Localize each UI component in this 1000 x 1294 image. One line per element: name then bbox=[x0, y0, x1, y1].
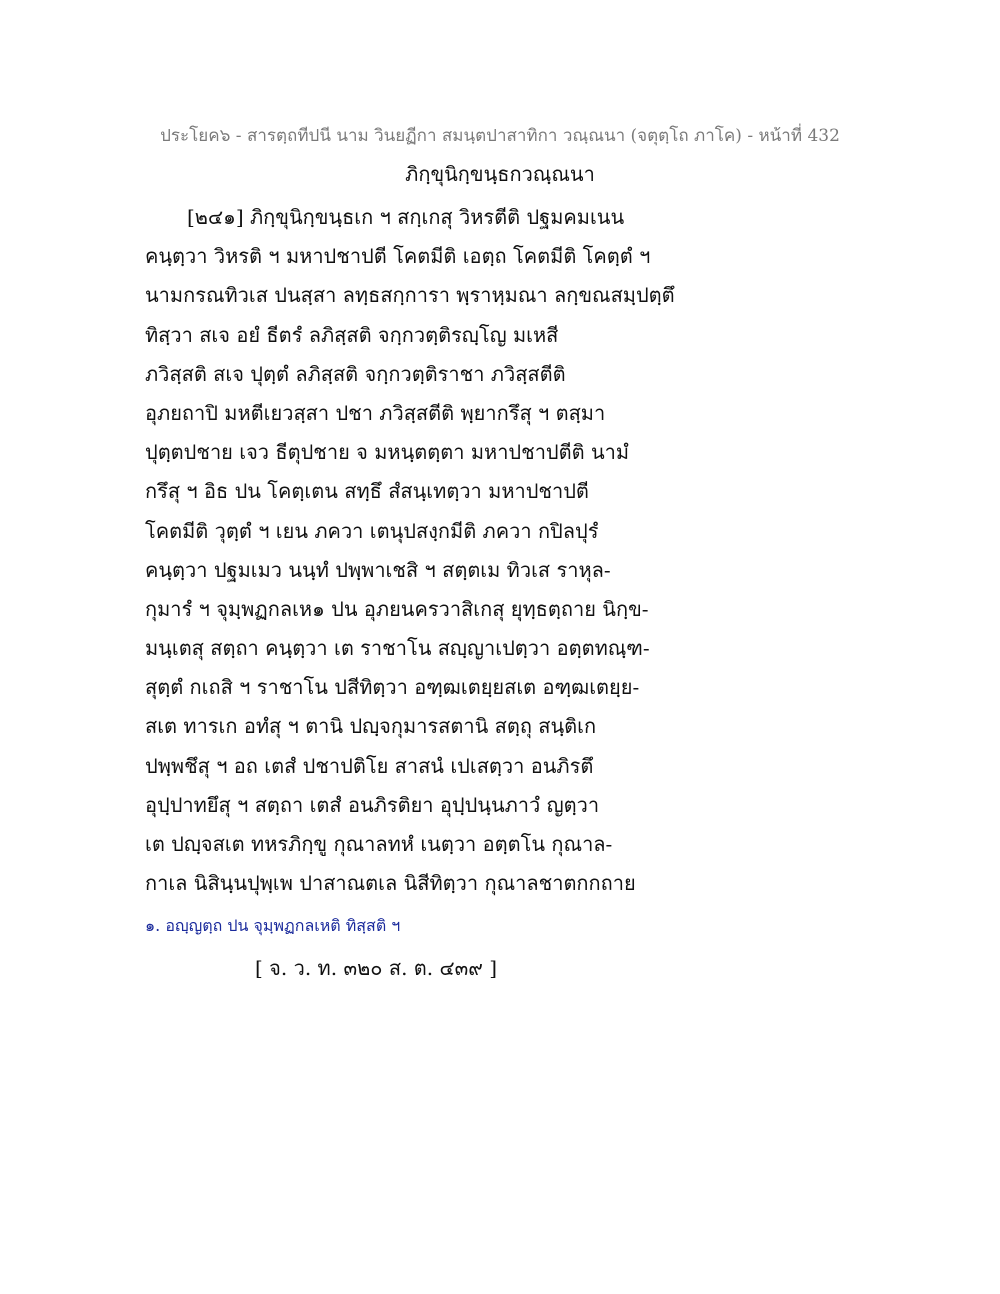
body-line: อุปฺปาทยึสุ ฯ สตฺถา เตสํ อนภิรติยา อุปฺปนฺนภาวํ ญตฺวา bbox=[145, 792, 600, 817]
body-line: โคตมีติ วุตฺตํ ฯ เยน ภควา เตนุปสงฺกมีติ ภควา กปิลปุรํ bbox=[145, 518, 599, 543]
body-line: สุตฺตํ กเถสิ ฯ ราชาโน ปสีทิตฺวา อฑฺฒเตยฺยสเต อฑฺฒเตยฺย- bbox=[145, 675, 640, 700]
body-line: อุภยถาปิ มหตีเยวสฺสา ปชา ภวิสฺสตีติ พฺยากรึสุ ฯ ตสฺมา bbox=[145, 400, 606, 425]
body-line: มนฺเตสุ สตฺถา คนฺตฺวา เต ราชาโน สญฺญาเปตฺวา อตฺตทณฺฑ- bbox=[145, 636, 650, 661]
body-line: กาเล นิสินฺนปุพฺเพ ปาสาณตเล นิสีทิตฺวา กุณาลชาตกกถาย bbox=[145, 871, 636, 896]
footnote: ๑. อญฺญตฺถ ปน จุมฺพฏกลเหติ ทิสฺสติ ฯ bbox=[145, 916, 401, 935]
body-line: นามกรณทิวเส ปนสฺสา ลทฺธสกฺการา พฺราหฺมณา ลกฺขณสมฺปตฺตึ bbox=[145, 283, 675, 308]
body-line: กรึสุ ฯ อิธ ปน โคตฺเตน สทฺธึ สํสนฺเทตฺวา มหาปชาปตี bbox=[145, 479, 589, 504]
body-line: ภวิสฺสติ สเจ ปุตฺตํ ลภิสฺสติ จกฺกวตฺติราชา ภวิสฺสตีติ bbox=[145, 361, 566, 386]
body-line: สเต ทารเก อทํสุ ฯ ตานิ ปญฺจกุมารสตานิ สตฺถุ สนฺติเก bbox=[145, 714, 597, 739]
body-text bbox=[145, 198, 685, 903]
page-reference: [ จ. ว. ท. ๓๒๐ ส. ต. ๔๓๙ ] bbox=[255, 956, 498, 980]
body-line: เต ปญฺจสเต ทหรภิกฺขู กุณาลทหํ เนตฺวา อตฺตโน กุณาล- bbox=[145, 832, 613, 856]
body-line: ทิสฺวา สเจ อยํ ธีตรํ ลภิสฺสติ จกฺกวตฺติรญฺโญ มเหสี bbox=[145, 322, 559, 347]
body-line: คนฺตฺวา ปฐมเมว นนฺทํ ปพฺพาเชสิ ฯ สตฺตเม ทิวเส ราหุล- bbox=[145, 557, 611, 582]
body-line: ปพฺพชึสุ ฯ อถ เตสํ ปชาปติโย สาสนํ เปเสตฺวา อนภิรตึ bbox=[145, 753, 594, 778]
body-line: กุมารํ ฯ จุมฺพฏกลเห๑ ปน อุภยนครวาสิเกสุ ยุทฺธตฺถาย นิกฺข- bbox=[145, 596, 649, 621]
body-line: [๒๔๑] ภิกฺขุนิกฺขนฺธเก ฯ สกฺเกสุ วิหรตีติ ปฐมคมเนน bbox=[187, 205, 625, 229]
page-header: ประโยค๖ - สารตฺถทีปนี นาม วินยฏีกา สมนฺตปาสาทิกา วณฺณนา (จตุตฺโถ ภาโค) - หน้าที่ 432 bbox=[160, 126, 840, 146]
body-line: คนฺตฺวา วิหรติ ฯ มหาปชาปตี โคตมีติ เอตฺถ โคตมีติ โคตฺตํ ฯ bbox=[145, 244, 651, 269]
body-line: ปุตฺตปชาย เจว ธีตุปชาย จ มหนฺตตฺตา มหาปชาปตีติ นามํ bbox=[145, 440, 630, 465]
section-title: ภิกฺขุนิกฺขนฺธกวณฺณนา bbox=[405, 162, 595, 186]
